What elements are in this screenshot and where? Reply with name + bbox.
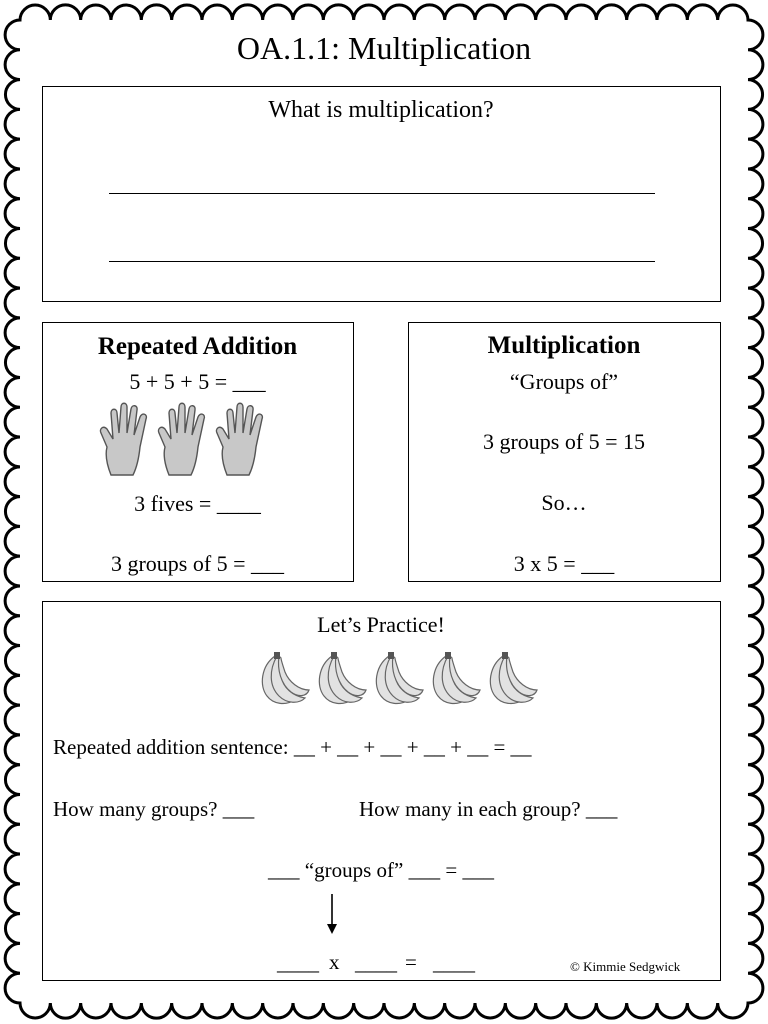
groups-of-example: 3 groups of 5 = 15 — [482, 429, 646, 454]
mult-times-sign: x — [329, 950, 340, 974]
banana-bunches-illustration — [251, 650, 541, 706]
banana-bunch-icon — [433, 652, 480, 703]
answer-line-1 — [109, 193, 655, 194]
repeated-addition-equation: 5 + 5 + 5 = ___ — [129, 369, 266, 394]
hand-icon — [216, 403, 262, 475]
banana-bunch-icon — [262, 652, 309, 703]
repeated-addition-sentence: Repeated addition sentence: __ + __ + __ + __ + __ = __ — [53, 735, 532, 759]
multiplication-box — [408, 322, 721, 582]
banana-bunch-icon — [319, 652, 366, 703]
how-many-in-each-group: How many in each group? ___ — [359, 797, 618, 821]
groups-of-sentence: ___ “groups of” ___ = ___ — [268, 858, 494, 882]
arrow-down-icon — [325, 894, 339, 936]
practice-box — [42, 601, 721, 981]
mult-blank-factor-2: ____ — [355, 951, 397, 975]
page-title: OA.1.1: Multiplication — [236, 30, 532, 66]
repeated-addition-box — [42, 322, 354, 582]
three-fives-line: 3 fives = ____ — [134, 491, 261, 516]
answer-line-2 — [109, 261, 655, 262]
definition-question: What is multiplication? — [268, 97, 494, 123]
groups-of-subheading: “Groups of” — [509, 369, 619, 394]
so-text: So… — [541, 490, 587, 515]
hands-illustration — [93, 401, 277, 477]
mult-equals-sign: = — [405, 950, 417, 974]
three-groups-line: 3 groups of 5 = ___ — [110, 551, 285, 576]
repeated-addition-heading: Repeated Addition — [97, 333, 298, 360]
practice-heading: Let’s Practice! — [317, 612, 445, 637]
mult-blank-product: ____ — [433, 951, 475, 975]
copyright-note: © Kimmie Sedgwick — [570, 959, 681, 974]
multiplication-equation: 3 x 5 = ___ — [513, 551, 615, 576]
banana-bunch-icon — [490, 652, 537, 703]
banana-bunch-icon — [376, 652, 423, 703]
definition-box — [42, 86, 721, 302]
how-many-groups: How many groups? ___ — [53, 797, 255, 821]
hand-icon — [158, 403, 204, 475]
hand-icon — [100, 403, 146, 475]
multiplication-heading: Multiplication — [487, 332, 641, 359]
mult-blank-factor-1: ____ — [277, 951, 319, 975]
